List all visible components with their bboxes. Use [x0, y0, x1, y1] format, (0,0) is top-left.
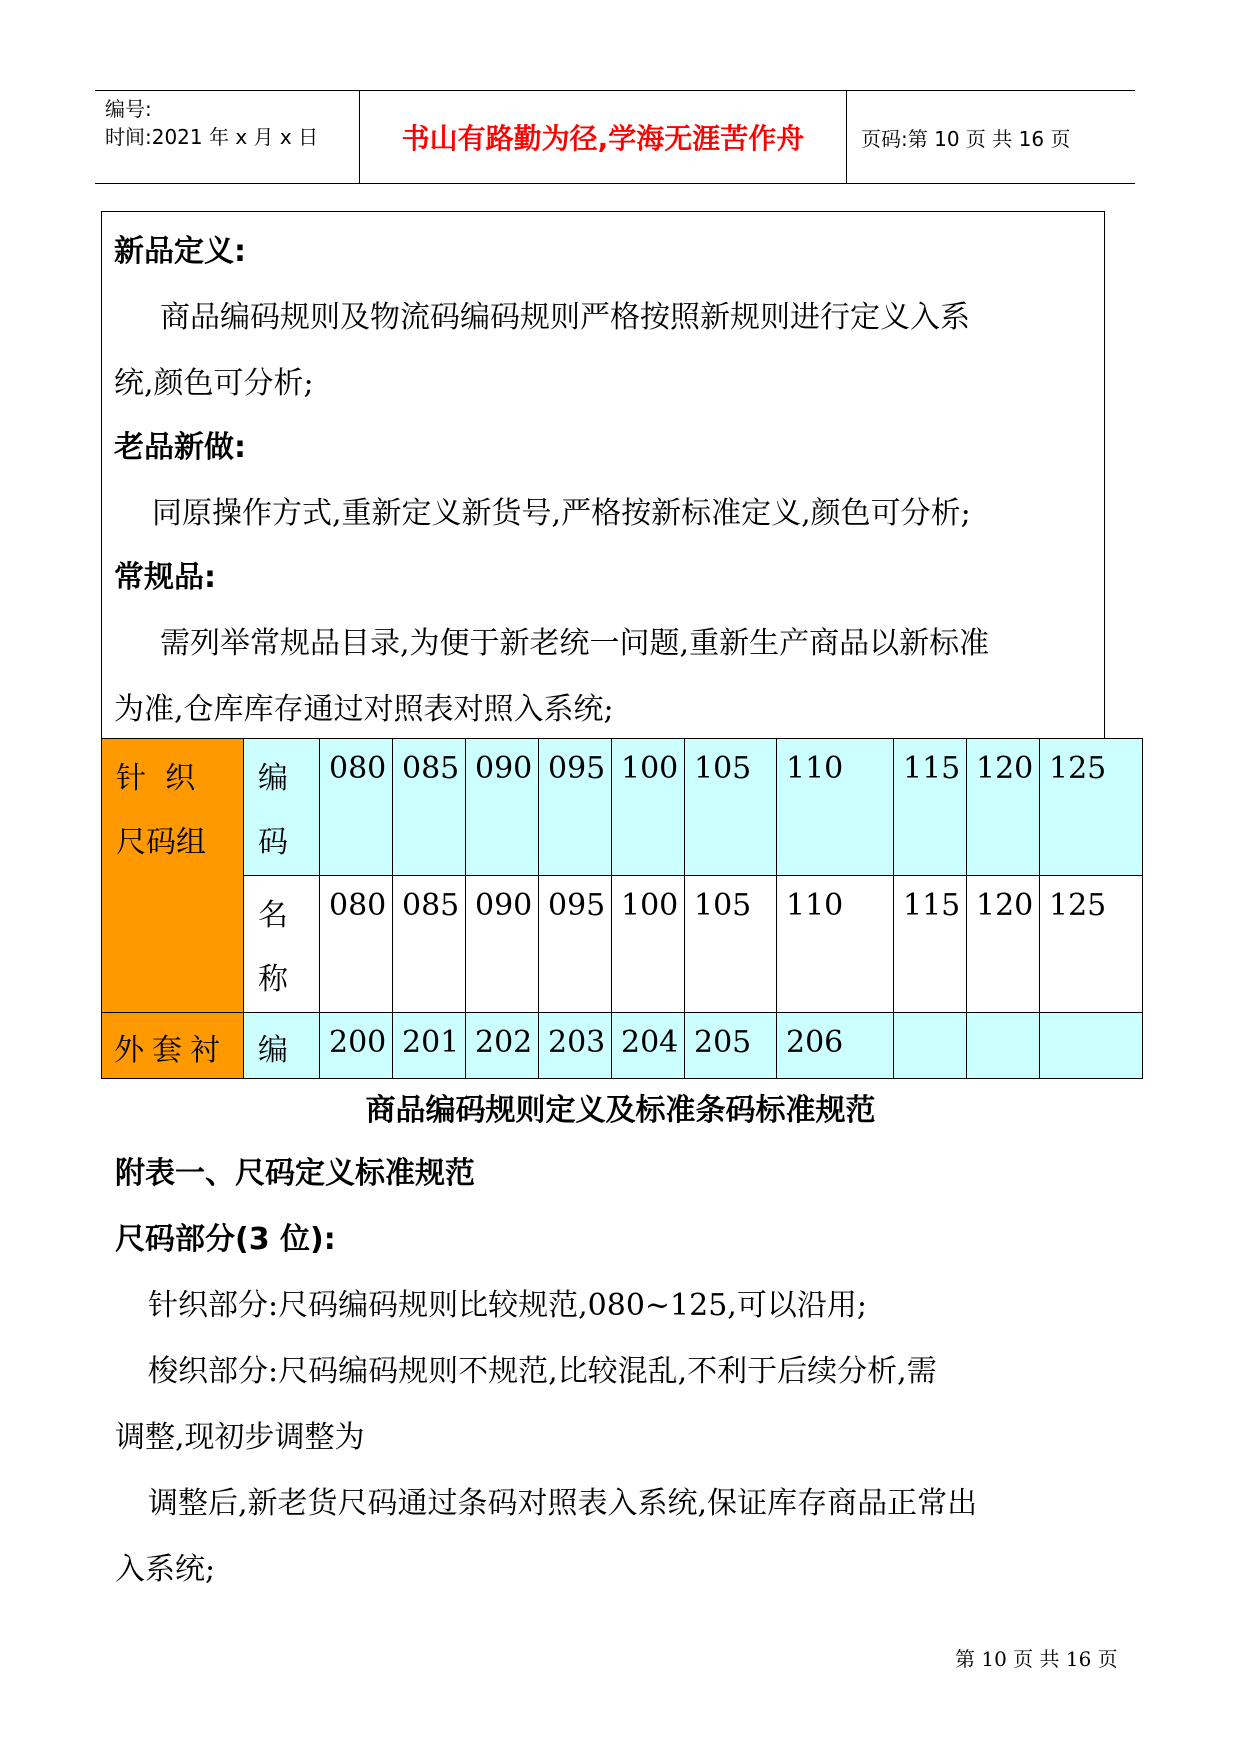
table-cell	[894, 739, 967, 876]
new-product-title: 新品定义:	[114, 234, 246, 269]
table-cell	[539, 739, 612, 876]
size-name-value: 115	[903, 888, 961, 923]
name-label-line2: 称	[258, 962, 288, 997]
code-label-line2: 码	[258, 825, 288, 860]
regular-product-text-2: 为准,仓库库存通过对照表对照入系统;	[114, 692, 614, 727]
table-cell	[539, 1013, 612, 1079]
old-product-title: 老品新做:	[114, 430, 246, 465]
page-footer: 第 10 页 共 16 页	[955, 1647, 1118, 1671]
table-cell	[612, 876, 685, 1013]
definitions-box	[101, 211, 1105, 738]
outer-lining-group-cell	[102, 1013, 244, 1079]
table-cell	[320, 1013, 393, 1079]
size-name-value: 120	[976, 888, 1034, 923]
table-cell	[466, 876, 539, 1013]
name-label-line1: 名	[258, 898, 288, 933]
table-cell	[685, 876, 777, 1013]
adjust-text-1: 调整后,新老货尺码通过条码对照表入系统,保证库存商品正常出	[148, 1486, 978, 1521]
size-code-value: 090	[475, 751, 533, 786]
table-cell	[894, 1013, 967, 1079]
size-code-value: 080	[329, 751, 387, 786]
name-row-header	[244, 876, 320, 1013]
adjust-text-2: 入系统;	[115, 1552, 216, 1587]
number-label: 编号:	[105, 97, 152, 121]
page-header	[95, 90, 1135, 184]
outer-code-value: 201	[402, 1025, 460, 1060]
table-row	[102, 876, 1143, 1013]
motto: 书山有路勤为径,学海无涯苦作舟	[360, 91, 847, 183]
appendix-title: 附表一、尺码定义标准规范	[115, 1156, 475, 1191]
table-cell	[967, 739, 1040, 876]
table-cell	[320, 739, 393, 876]
size-code-value: 105	[694, 751, 752, 786]
size-name-value: 105	[694, 888, 752, 923]
table-cell	[612, 1013, 685, 1079]
table-cell	[967, 876, 1040, 1013]
size-code-table	[101, 738, 1143, 1079]
outer-lining-code-label: 编	[258, 1033, 288, 1068]
code-row-header	[244, 739, 320, 876]
size-code-value: 120	[976, 751, 1034, 786]
outer-lining-label: 外套衬	[114, 1033, 228, 1068]
outer-code-value: 205	[694, 1025, 752, 1060]
size-code-value: 085	[402, 751, 460, 786]
size-code-value: 115	[903, 751, 961, 786]
size-name-value: 090	[475, 888, 533, 923]
table-cell	[320, 876, 393, 1013]
outer-code-value	[967, 1013, 1039, 1025]
knit-size-group-cell	[102, 739, 244, 1013]
table-cell	[967, 1013, 1040, 1079]
table-cell	[777, 1013, 894, 1079]
table-row	[102, 1013, 1143, 1079]
table-cell	[393, 739, 466, 876]
table-cell	[777, 876, 894, 1013]
outer-code-value: 203	[548, 1025, 606, 1060]
table-cell	[393, 1013, 466, 1079]
knit-text: 针织部分:尺码编码规则比较规范,080~125,可以沿用;	[148, 1288, 867, 1323]
knit-label-line2: 尺码组	[116, 825, 206, 860]
outer-code-value: 204	[621, 1025, 679, 1060]
outer-code-value: 206	[786, 1025, 844, 1060]
size-name-value: 100	[621, 888, 679, 923]
regular-product-title: 常规品:	[114, 560, 216, 595]
old-product-text: 同原操作方式,重新定义新货号,严格按新标准定义,颜色可分析;	[152, 496, 971, 531]
table-cell	[466, 739, 539, 876]
table-cell	[685, 739, 777, 876]
table-cell	[894, 876, 967, 1013]
outer-code-value	[1040, 1013, 1142, 1025]
size-name-value: 095	[548, 888, 606, 923]
outer-code-value: 200	[329, 1025, 387, 1060]
new-product-text-1: 商品编码规则及物流码编码规则严格按照新规则进行定义入系	[160, 300, 970, 335]
outer-code-value: 202	[475, 1025, 533, 1060]
size-name-value: 080	[329, 888, 387, 923]
size-name-value: 085	[402, 888, 460, 923]
table-row	[102, 739, 1143, 876]
table-cell	[1040, 1013, 1143, 1079]
outer-code-value	[894, 1013, 966, 1025]
size-code-value: 095	[548, 751, 606, 786]
size-code-value: 125	[1049, 751, 1107, 786]
size-code-value: 110	[786, 751, 844, 786]
header-info-cell	[95, 91, 360, 183]
table-cell	[466, 1013, 539, 1079]
woven-text-1: 梭织部分:尺码编码规则不规范,比较混乱,不利于后续分析,需	[148, 1354, 937, 1389]
knit-label-line1: 针 织	[116, 761, 196, 796]
outer-lining-code-header	[244, 1013, 320, 1079]
table-cell	[1040, 876, 1143, 1013]
size-name-value: 125	[1049, 888, 1107, 923]
table-cell	[539, 876, 612, 1013]
table-cell	[393, 876, 466, 1013]
section-title: 商品编码规则定义及标准条码标准规范	[365, 1093, 876, 1128]
woven-text-2: 调整,现初步调整为	[115, 1420, 365, 1455]
table-cell	[612, 739, 685, 876]
size-part-title: 尺码部分(3 位):	[115, 1222, 336, 1257]
table-cell	[777, 739, 894, 876]
code-label-line1: 编	[258, 761, 288, 796]
size-name-value: 110	[786, 888, 844, 923]
time-label: 时间:2021 年 x 月 x 日	[105, 125, 319, 149]
new-product-text-2: 统,颜色可分析;	[114, 366, 314, 401]
table-cell	[1040, 739, 1143, 876]
table-cell	[685, 1013, 777, 1079]
page-label: 页码:第 10 页 共 16 页	[861, 126, 1071, 151]
size-code-value: 100	[621, 751, 679, 786]
regular-product-text-1: 需列举常规品目录,为便于新老统一问题,重新生产商品以新标准	[160, 626, 990, 661]
